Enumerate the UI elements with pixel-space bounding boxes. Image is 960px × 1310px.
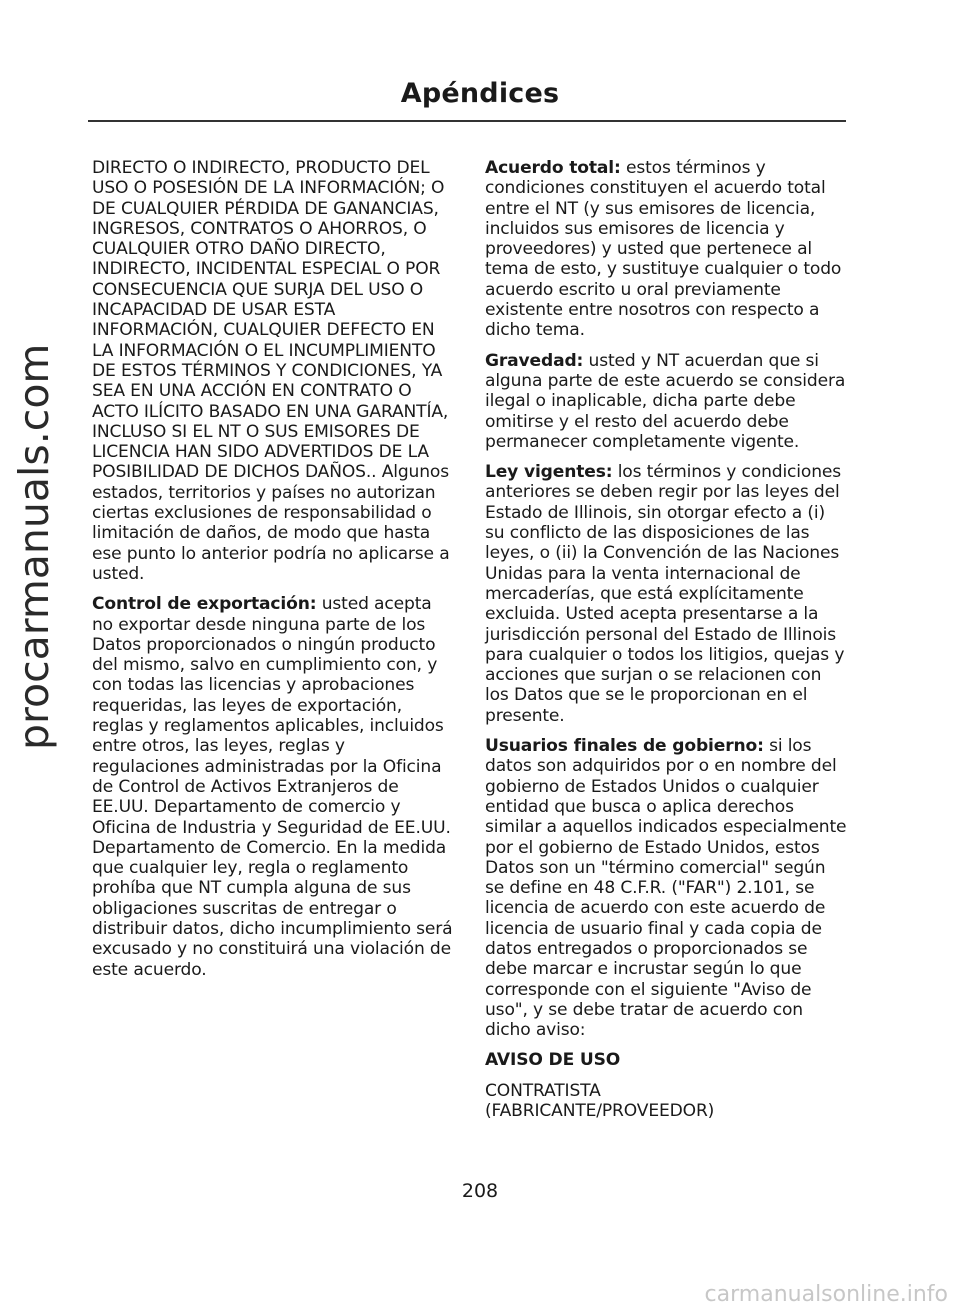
side-watermark: procarmanuals.com: [10, 343, 58, 750]
entire-agreement-label: Acuerdo total:: [485, 158, 621, 178]
governing-law-paragraph: [485, 462, 847, 726]
governing-law-text: los términos y condiciones anteriores se deben regir por las leyes del Estado de Illinois, sin otorgar efecto a (i) su conflicto de las disposiciones de las leyes, o (ii) la Convención de las Naciones Unidas para la venta internacional de mercaderías, que está explícitamente excluida. Usted acepta presentarse a la jurisdicción personal del Estado de Illinois para cualquier o todos los litigios, quejas y acciones que surjan o se relacionen con los Datos que se le proporcionan en el presente.: [485, 462, 845, 726]
liability-paragraph: DIRECTO O INDIRECTO, PRODUCTO DEL USO O POSESIÓN DE LA INFORMACIÓN; O DE CUALQUIER PÉRDIDA DE GANANCIAS, INGRESOS, CONTRATOS O AHORROS, O CUALQUIER OTRO DAÑO DIRECTO, INDIRECTO, INCIDENTAL ESPECIAL O POR CONSECUENCIA QUE SURJA DEL USO O INCAPACIDAD DE USAR ESTA INFORMACIÓN, CUALQUIER DEFECTO EN LA INFORMACIÓN O EL INCUMPLIMIENTO DE ESTOS TÉRMINOS Y CONDICIONES, YA SEA EN UNA ACCIÓN EN CONTRATO O ACTO ILÍCITO BASADO EN UNA GARANTÍA, INCLUSO SI EL NT O SUS EMISORES DE LICENCIA HAN SIDO ADVERTIDOS DE LA POSIBILIDAD DE DICHOS DAÑOS.. Algunos estados, territorios y países no autorizan ciertas exclusiones de responsabilidad o limitación de daños, de modo que hasta ese punto lo anterior podría no aplicarse a usted.: [92, 158, 450, 584]
contractor-line-2: (FABRICANTE/PROVEEDOR): [485, 1101, 715, 1122]
export-control-paragraph: [92, 594, 454, 980]
notice-heading: AVISO DE USO: [485, 1050, 621, 1071]
government-users-paragraph: [485, 736, 847, 1040]
export-control-label: Control de exportación:: [92, 594, 317, 615]
severability-text: usted y NT acuerdan que si alguna parte de este acuerdo se considera ilegal o inaplicable, dicha parte debe omitirse y el resto del acuerdo debe permanecer completamente vigente.: [485, 350, 846, 452]
right-column: [485, 158, 847, 1131]
page-title: Apéndices: [400, 78, 560, 109]
contractor-block: [485, 1081, 847, 1122]
government-users-text: si los datos son adquiridos por o en nombre del gobierno de Estados Unidos o cualquier entidad que busca o aplica derechos similar a aquellos indicados especialmente por el gobierno de Estado Unidos, estos Datos son un "término comercial" según se define en 48 C.F.R. ("FAR") 2.101, se licencia de acuerdo con este acuerdo de licencia de usuario final y cada copia de datos entregados o proporcionados se debe marcar e incrustar según lo que corresponde con el siguiente "Aviso de uso", y se debe tratar de acuerdo con dicho aviso:: [485, 736, 847, 1041]
governing-law-label: Ley vigentes:: [485, 462, 613, 483]
entire-agreement-text: estos términos y condiciones constituyen el acuerdo total entre el NT (y sus emisores de licencia, incluidos sus emisores de licencia y proveedores) y usted que pertenece al tema de esto, y sustituye cualquier o todo acuerdo escrito u oral previamente existente entre nosotros con respecto a dicho tema.: [485, 158, 842, 341]
severability-paragraph: [485, 351, 847, 452]
export-control-text: usted acepta no exportar desde ninguna parte de los Datos proporcionados o ningún producto del mismo, salvo en cumplimiento con, y con todas las licencias y aprobaciones requeridas, las leyes de exportación, reglas y reglamentos aplicables, incluidos entre otros, las leyes, reglas y regulaciones administradas por la Oficina de Control de Activos Extranjeros de EE.UU. Departamento de comercio y Oficina de Industria y Seguridad de EE.UU. Departamento de Comercio. En la medida que cualquier ley, regla o reglamento prohíba que NT cumpla alguna de sus obligaciones suscritas de entregar o distribuir datos, dicho incumplimiento será excusado y no constituirá una violación de este acuerdo.: [92, 594, 453, 980]
footer-watermark: carmanualsonline.info: [704, 1282, 948, 1307]
contractor-line-1: CONTRATISTA: [485, 1080, 601, 1101]
entire-agreement-paragraph: [485, 158, 847, 341]
left-column: [92, 158, 454, 990]
title-divider: [88, 120, 846, 122]
government-users-label: Usuarios finales de gobierno:: [485, 736, 764, 757]
severability-label: Gravedad:: [485, 350, 584, 371]
page-number: 208: [461, 1180, 499, 1202]
